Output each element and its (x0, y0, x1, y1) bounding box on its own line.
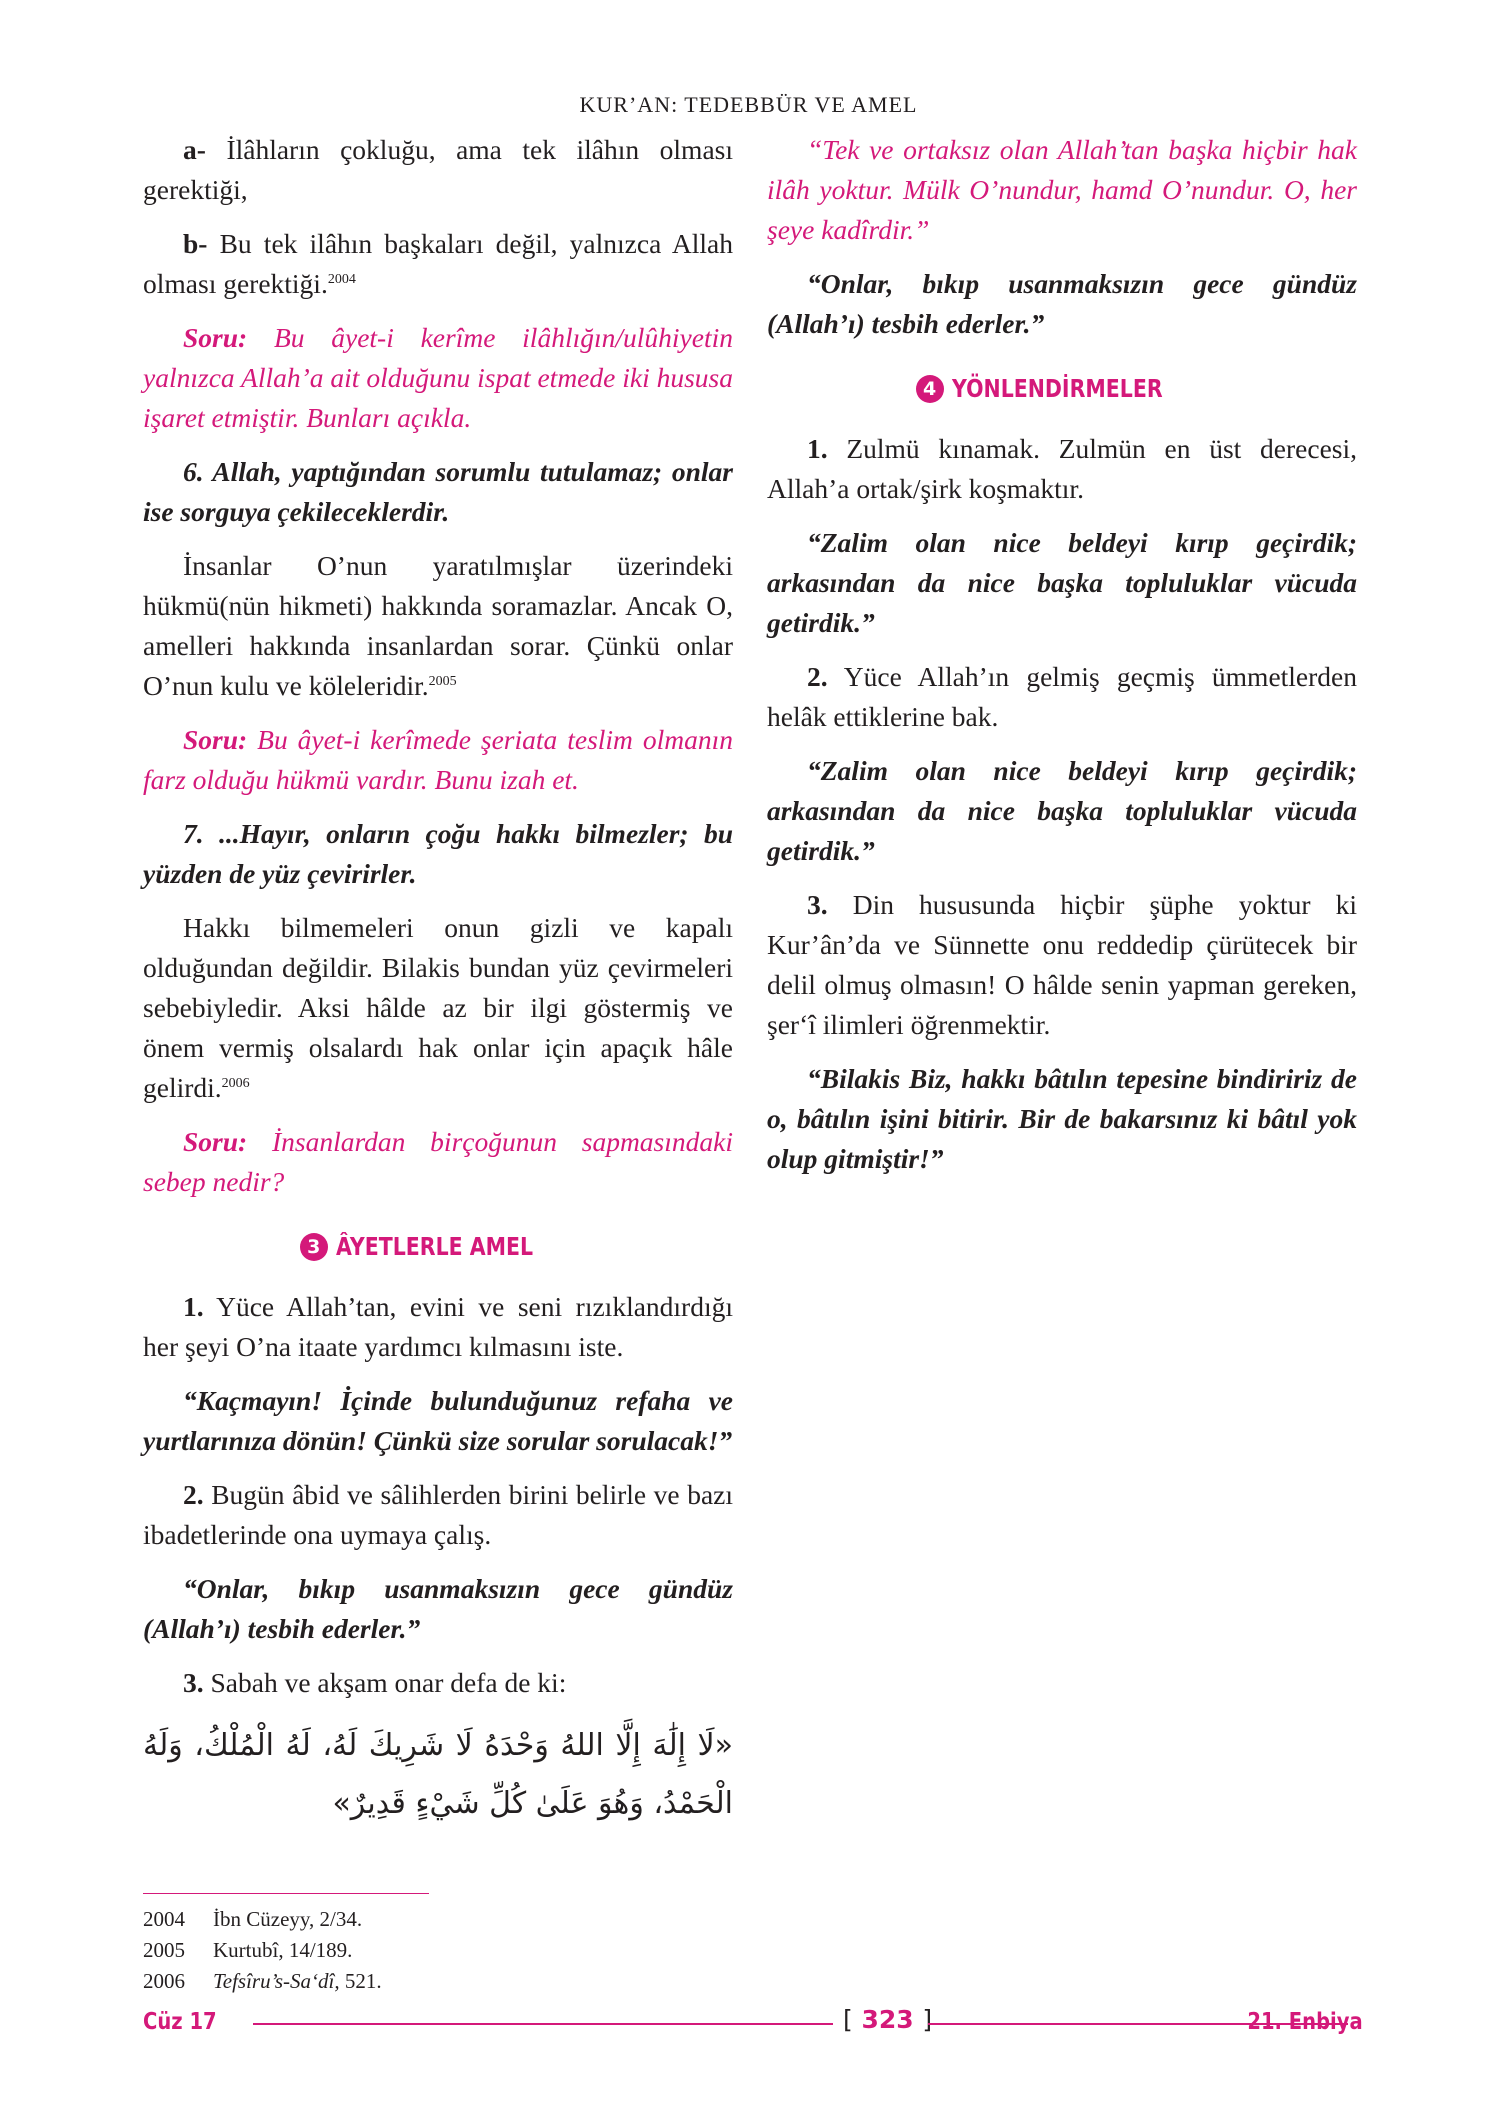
footnote-number: 2004 (143, 1907, 185, 1931)
bracket-open: [ (843, 2005, 853, 2034)
item-text: Yüce Allah’ın gelmiş geçmiş ümmetlerden helâk ettiklerine bak. (767, 661, 1357, 732)
section-3-heading (143, 1232, 733, 1261)
guidance-3 (767, 885, 1357, 1045)
question-label: Soru: (183, 724, 248, 755)
verse-text: Allah, yaptığından sorumlu tutulamaz; onlar ise sorguya çekileceklerdir. (143, 456, 733, 527)
paragraph-text: Hakkı bilmemeleri onun gizli ve kapalı olduğundan değildir. Bilakis bundan yüz çevirmeleri sebebiyledir. Aksi hâlde az bir ilgi göstermiş ve önem vermiş olsalardı hak onlar için apaçık hâle gelirdi. (143, 912, 733, 1103)
verse-7-heading (143, 814, 733, 894)
guidance-2-verse: “Zalim olan nice beldeyi kırıp geçirdik; arkasından da nice başka topluluklar vücuda getirdik.” (767, 755, 1357, 866)
verse-number: 6. (183, 456, 204, 487)
section-title: YÖNLENDİRMELER (951, 374, 1163, 403)
arabic-dhikr: «لَا إِلَٰهَ إِلَّا اللهُ وَحْدَهُ لَا شَرِيكَ لَهُ، لَهُ الْمُلْكُ، وَلَهُ الْحَمْدُ، وَهُوَ عَلَىٰ كُلِّ شَيْءٍ قَدِيرٌ» (143, 1728, 733, 1821)
footnote-text: Kurtubî, 14/189. (213, 1938, 353, 1962)
footnote-number: 2006 (143, 1969, 185, 1993)
footnote-number: 2005 (143, 1938, 185, 1962)
footnotes (143, 1904, 382, 1997)
item-number: 1. (183, 1291, 204, 1322)
amel-1-verse: “Kaçmayın! İçinde bulunduğunuz refaha ve yurtlarınıza dönün! Çünkü size sorular sorulacak!” (143, 1385, 733, 1456)
question-1 (143, 318, 733, 438)
section-title: ÂYETLERLE AMEL (335, 1232, 533, 1261)
amel-3 (143, 1663, 733, 1703)
footnote-text: 521. (339, 1969, 382, 1993)
quote-continuation: “Tek ve ortaksız olan Allah’tan başka hiçbir hak ilâh yoktur. Mülk O’nundur, hamd O’nundur. O, her şeye kadîrdir.” (767, 134, 1357, 245)
footnote (143, 1904, 382, 1935)
verse-text: ...Hayır, onların çoğu hakkı bilmezler; bu yüzden de yüz çevirirler. (143, 818, 733, 889)
verse-repeat: “Onlar, bıkıp usanmaksızın gece gündüz (Allah’ı) tesbih ederler.” (767, 268, 1357, 339)
paragraph-text: Bu tek ilâhın başkaları değil, yalnızca Allah olması gerektiği. (143, 228, 733, 299)
paragraph-b (143, 224, 733, 304)
item-text: Zulmü kınamak. Zulmün en üst derecesi, Allah’a ortak/şirk koşmaktır. (767, 433, 1357, 504)
item-label: b- (183, 228, 208, 259)
verse-6-heading (143, 452, 733, 532)
running-title: KUR’AN: TEDEBBÜR VE AMEL (579, 92, 918, 117)
amel-1 (143, 1287, 733, 1367)
juz-label: Cüz 17 (143, 2009, 217, 2035)
bracket-close: ] (922, 2005, 933, 2034)
footnote-text: İbn Cüzeyy, 2/34. (213, 1907, 363, 1931)
paragraph-text: İlâhların çokluğu, ama tek ilâhın olması gerektiği, (143, 134, 733, 205)
page-number (843, 2005, 932, 2034)
footnote (143, 1935, 382, 1966)
guidance-1-verse: “Zalim olan nice beldeyi kırıp geçirdik; arkasından da nice başka topluluklar vücuda getirdik.” (767, 527, 1357, 638)
left-column (143, 130, 733, 1833)
surah-label: 21. Enbiya (1247, 2009, 1363, 2035)
section-number-badge: 3 (300, 1233, 328, 1261)
guidance-3-verse: “Bilakis Biz, hakkı bâtılın tepesine bindiririz de o, bâtılın işini bitirir. Bir de bakarsınız ki bâtıl yok olup gitmiştir!” (767, 1063, 1357, 1174)
item-label: a- (183, 134, 206, 165)
amel-2-verse: “Onlar, bıkıp usanmaksızın gece gündüz (Allah’ı) tesbih ederler.” (143, 1573, 733, 1644)
item-number: 3. (183, 1667, 204, 1698)
right-column (767, 130, 1357, 1193)
question-text: Bu âyet-i kerîmede şeriata teslim olmanın farz olduğu hükmü vardır. Bunu izah et. (143, 724, 733, 795)
item-text: Bugün âbid ve sâlihlerden birini belirle ve bazı ibadetlerinde ona uymaya çalış. (143, 1479, 733, 1550)
footnote-source-title: Tefsîru’s-Sa‘dî, (213, 1969, 340, 1993)
item-text: Sabah ve akşam onar defa de ki: (203, 1667, 567, 1698)
paragraph-text: İnsanlar O’nun yaratılmışlar üzerindeki hükmü(nün hikmeti) hakkında soramazlar. Ancak O, amelleri hakkında insanlardan sorar. Çünkü onlar O’nun kulu ve köleleridir. (143, 550, 733, 701)
question-2 (143, 720, 733, 800)
footnote-ref: 2005 (428, 674, 457, 689)
item-text: Yüce Allah’tan, evini ve seni rızıklandırdığı her şeyi O’na itaate yardımcı kılmasını iste. (143, 1291, 733, 1362)
footnote-divider (143, 1893, 429, 1894)
footnote-ref: 2004 (327, 272, 356, 287)
page-number-value: 323 (861, 2005, 914, 2034)
paragraph-6 (143, 546, 733, 706)
question-label: Soru: (183, 322, 248, 353)
guidance-2 (767, 657, 1357, 737)
question-text: Bu âyet-i kerîme ilâhlığın/ulûhiyetin yalnızca Allah’a ait olduğunu ispat etmede iki hususa işaret etmiştir. Bunları açıkla. (143, 322, 733, 433)
page-footer (143, 2005, 1363, 2041)
section-number-badge: 4 (916, 375, 944, 403)
item-number: 3. (807, 889, 828, 920)
item-text: Din hususunda hiçbir şüphe yoktur ki Kur’ân’da ve Sünnette onu reddedip çürütecek bir delil olmuş olmasın! O hâlde senin yapman gereken, şer‘î ilimleri öğrenmektir. (767, 889, 1357, 1040)
item-number: 1. (807, 433, 828, 464)
question-label: Soru: (183, 1126, 248, 1157)
question-text: İnsanlardan birçoğunun sapmasındaki sebep nedir? (143, 1126, 733, 1197)
item-number: 2. (183, 1479, 204, 1510)
item-number: 2. (807, 661, 828, 692)
section-4-heading (767, 374, 1357, 403)
footer-rule-left (253, 2023, 833, 2025)
guidance-1 (767, 429, 1357, 509)
paragraph-a (143, 130, 733, 210)
footnote-ref: 2006 (221, 1076, 250, 1091)
question-3 (143, 1122, 733, 1202)
footnote (143, 1966, 382, 1997)
paragraph-7 (143, 908, 733, 1108)
verse-number: 7. (183, 818, 204, 849)
amel-2 (143, 1475, 733, 1555)
